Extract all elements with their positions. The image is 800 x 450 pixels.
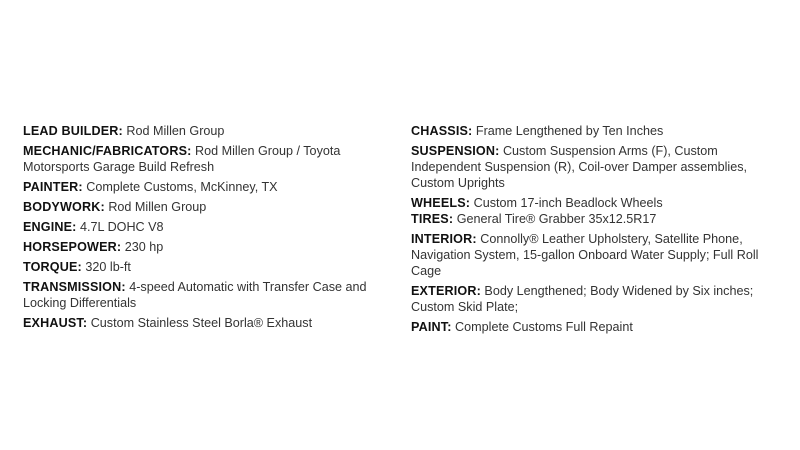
spec-engine [23, 219, 393, 235]
spec-column-left [23, 123, 393, 335]
spec-value: Custom Stainless Steel Borla® Exhaust [90, 316, 313, 330]
spec-label: PAINTER: [23, 180, 83, 194]
spec-label: MECHANIC/FABRICATORS: [23, 144, 192, 158]
spec-value: Rod Millen Group [108, 200, 207, 214]
spec-interior [411, 231, 781, 279]
spec-value: 230 hp [124, 240, 164, 254]
spec-label: WHEELS: [411, 196, 471, 210]
spec-exhaust [23, 315, 393, 331]
spec-painter [23, 179, 393, 195]
spec-value: Connolly® Leather Upholstery, Satellite Phone, Navigation System, 15-gallon Onboard Water Supply; Full Roll Cage [411, 232, 759, 278]
spec-transmission [23, 279, 393, 311]
spec-value: 320 lb-ft [85, 260, 131, 274]
spec-wheels [411, 195, 781, 211]
spec-label: LEAD BUILDER: [23, 124, 123, 138]
spec-mechanic-fabricators [23, 143, 393, 175]
spec-label: BODYWORK: [23, 200, 105, 214]
spec-label: TRANSMISSION: [23, 280, 126, 294]
spec-value: Frame Lengthened by Ten Inches [475, 124, 664, 138]
spec-label: TIRES: [411, 212, 454, 226]
spec-value: Rod Millen Group [126, 124, 225, 138]
spec-label: EXTERIOR: [411, 284, 481, 298]
spec-tires [411, 211, 781, 227]
spec-value: Complete Customs Full Repaint [455, 320, 633, 334]
spec-value: Custom Suspension Arms (F), Custom Independent Suspension (R), Coil-over Damper assemblies, Custom Uprights [411, 144, 747, 190]
spec-value: Rod Millen Group / Toyota Motorsports Garage Build Refresh [23, 144, 341, 174]
spec-value: 4.7L DOHC V8 [80, 220, 164, 234]
spec-value: Complete Customs, McKinney, TX [86, 180, 278, 194]
spec-torque [23, 259, 393, 275]
spec-paint [411, 319, 781, 335]
spec-column-right [411, 123, 781, 339]
spec-label: TORQUE: [23, 260, 82, 274]
spec-label: HORSEPOWER: [23, 240, 122, 254]
spec-label: EXHAUST: [23, 316, 88, 330]
spec-value: Custom 17-inch Beadlock Wheels [473, 196, 663, 210]
spec-suspension [411, 143, 781, 191]
spec-exterior [411, 283, 781, 315]
spec-bodywork [23, 199, 393, 215]
spec-label: CHASSIS: [411, 124, 473, 138]
spec-label: INTERIOR: [411, 232, 477, 246]
spec-value: Body Lengthened; Body Widened by Six inches; Custom Skid Plate; [411, 284, 754, 314]
spec-label: SUSPENSION: [411, 144, 500, 158]
spec-horsepower [23, 239, 393, 255]
spec-label: PAINT: [411, 320, 452, 334]
spec-label: ENGINE: [23, 220, 77, 234]
spec-lead-builder [23, 123, 393, 139]
spec-value: 4-speed Automatic with Transfer Case and Locking Differentials [23, 280, 367, 310]
spec-value: General Tire® Grabber 35x12.5R17 [456, 212, 657, 226]
spec-chassis [411, 123, 781, 139]
